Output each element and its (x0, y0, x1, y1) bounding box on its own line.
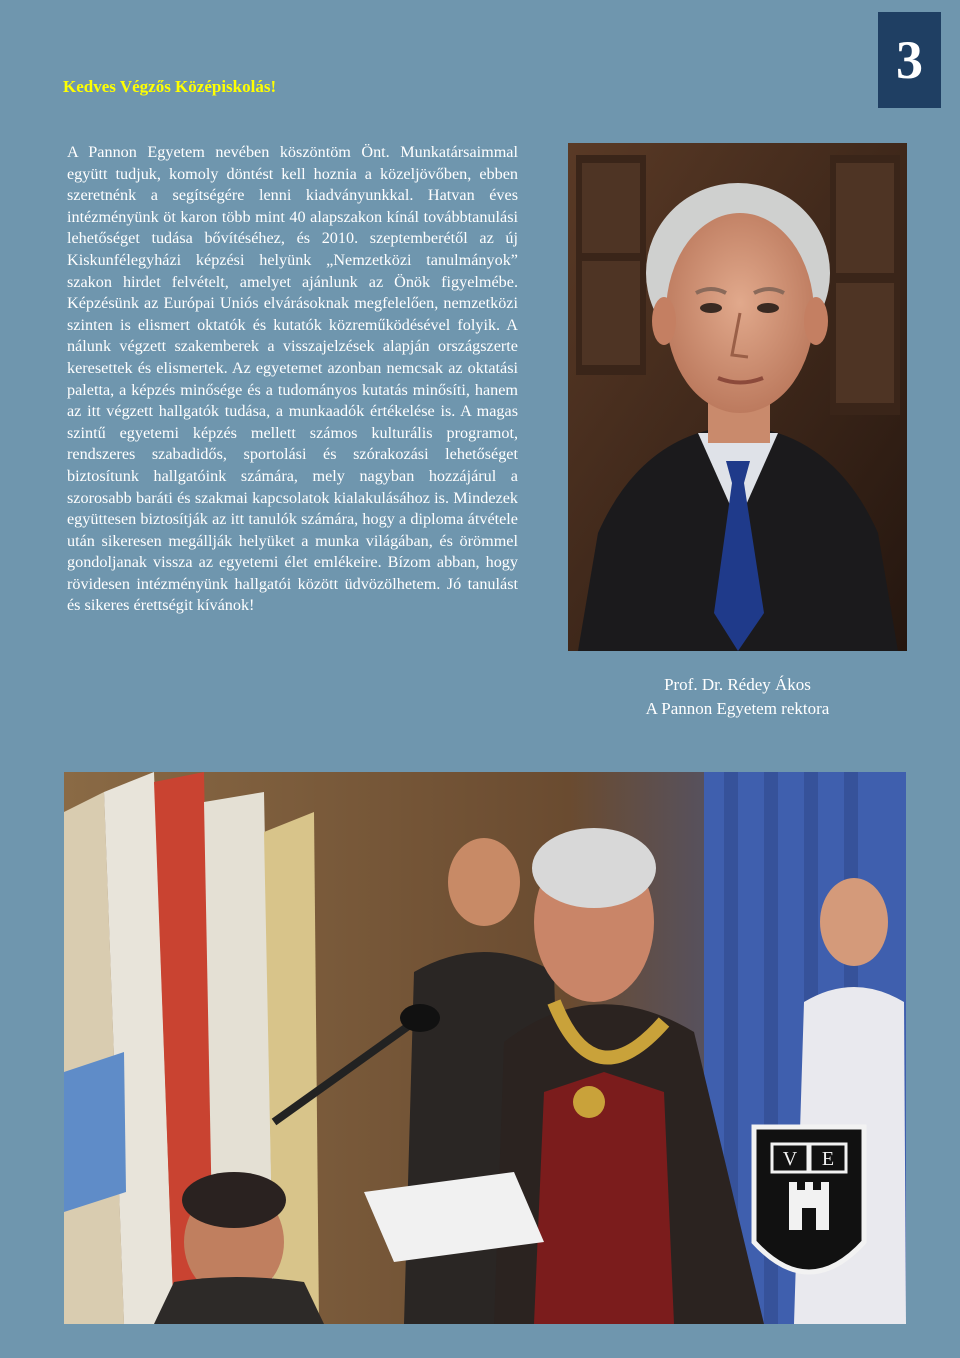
welcome-letter-text: A Pannon Egyetem nevében köszöntöm Önt. Munkatársaimmal együtt tudjuk, komoly döntést kell hoznia a közeljövőben, ebben szeretnénk a segítségére lenni kiadványunkkal. Hatvan éves intézményünk öt karon több mint 40 alapszakon kínál továbbtanulási lehetőséget tudása bővítéséhez, és 2010. szeptemberétől az új Kiskunfélegyházi képzési helyünk „Nemzetközi tanulmányok” szakon hirdet felvételt, amelyet ajánlunk az Önök figyelmébe. Képzésünk az Európai Uniós elvárásoknak megfelelően, nemzetközi szinten is elismert oktatók és kutatók közreműködésével folyik. A nálunk végzett szakemberek a visszajelzések alapján országszerte keresettek és elismertek. Az egyetemet azonban nemcsak az oktatási paletta, a képzés minősége és a tudományos kutatás minősíti, hanem az itt végzett hallgatók tudása, a munkaadók értékelése is. A magas szintű egyetemi képzés mellett számos kulturális programot, rendszeres szabadidős, sportolási és szórakozási lehetőséget biztosítunk hallgatóink számára, mely nagyban hozzájárul a szorosabb baráti és szakmai kapcsolatok kialakulásához is. Mindezek együttesen biztosítják az itt tanulók számára, hogy a diploma átvétele után sikeresen megállják helyüket a munka világában, és örömmel gondoljanak vissza az egyetemi élet emlékeire. Bízom abban, hogy rövidesen intézményünk hallgatói között üdvözölhetem. Jó tanulást és sikeres érettségit kívánok! (67, 143, 518, 615)
ceremony-photo (64, 772, 906, 1324)
university-crest-logo (754, 1127, 864, 1272)
rector-portrait-photo (568, 143, 907, 651)
svg-text:V: V (782, 1148, 798, 1170)
caption-name: Prof. Dr. Rédey Ákos (664, 675, 811, 694)
svg-text:E: E (821, 1148, 835, 1170)
page-number-badge: 3 (878, 12, 941, 108)
caption-title: A Pannon Egyetem rektora (645, 699, 830, 718)
greeting-heading: Kedves Végzős Középiskolás! (63, 77, 277, 96)
portrait-caption (568, 673, 907, 721)
